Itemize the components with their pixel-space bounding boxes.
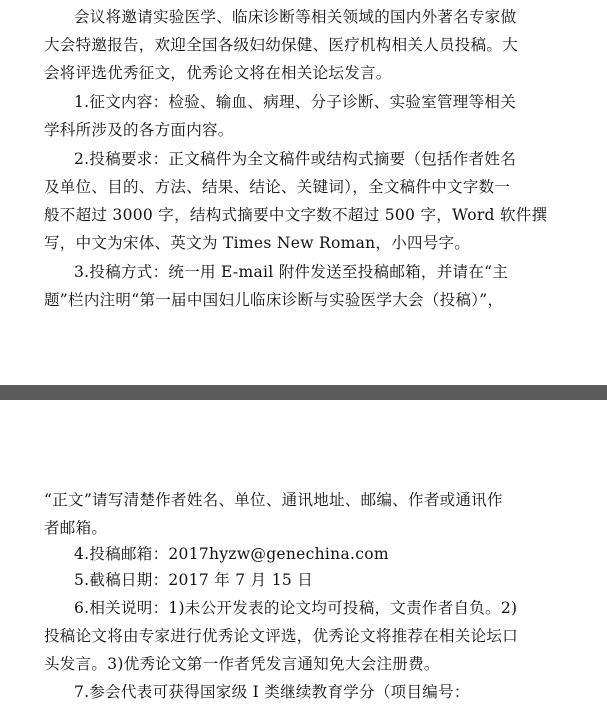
paragraph-line: 者邮箱。	[44, 519, 108, 537]
paragraph-line: 写，中文为宋体、英文为 Times New Roman，小四号字。	[44, 234, 471, 252]
paragraph-line: 题”栏内注明“第一届中国妇儿临床诊断与实验医学大会（投稿）”，	[44, 291, 504, 309]
paragraph-line: 投稿论文将由专家进行优秀论文评选，优秀论文将推荐在相关论坛口	[44, 627, 519, 645]
paragraph-line: 4.投稿邮箱：2017hyzw@genechina.com	[74, 545, 389, 563]
paragraph-line: 7.参会代表可获得国家级 I 类继续教育学分（项目编号：	[74, 683, 470, 701]
paragraph-line: 会将评选优秀征文，优秀论文将在相关论坛发言。	[44, 64, 392, 82]
paragraph-line: 大会特邀报告，欢迎全国各级妇幼保健、医疗机构相关人员投稿。大	[44, 36, 519, 54]
paragraph-line: 及单位、目的、方法、结果、结论、关键词），全文稿件中文字数一	[44, 178, 511, 196]
paragraph-line: 头发言。3)优秀论文第一作者凭发言通知免大会注册费。	[44, 655, 440, 673]
paragraph-line: 会议将邀请实验医学、临床诊断等相关领域的国内外著名专家做	[74, 8, 517, 26]
paragraph-line: 6.相关说明：1)未公开发表的论文均可投稿，文责作者自负。2)	[74, 599, 518, 617]
paragraph-line: 5.截稿日期：2017 年 7 月 15 日	[74, 571, 314, 589]
paragraph-line: 2.投稿要求：正文稿件为全文稿件或结构式摘要（包括作者姓名	[74, 150, 516, 168]
paragraph-line: 般不超过 3000 字，结构式摘要中文字数不超过 500 字，Word 软件撰	[44, 206, 548, 224]
page-divider	[0, 385, 607, 400]
paragraph-line: 学科所涉及的各方面内容。	[44, 121, 234, 139]
paragraph-line: 3.投稿方式：统一用 E-mail 附件发送至投稿邮箱，并请在“主	[74, 263, 509, 281]
paragraph-line: “正文”请写清楚作者姓名、单位、通讯地址、邮编、作者或通讯作	[44, 491, 503, 509]
document-page-bottom	[0, 400, 607, 702]
paragraph-line: 1.征文内容：检验、输血、病理、分子诊断、实验室管理等相关	[74, 93, 516, 111]
